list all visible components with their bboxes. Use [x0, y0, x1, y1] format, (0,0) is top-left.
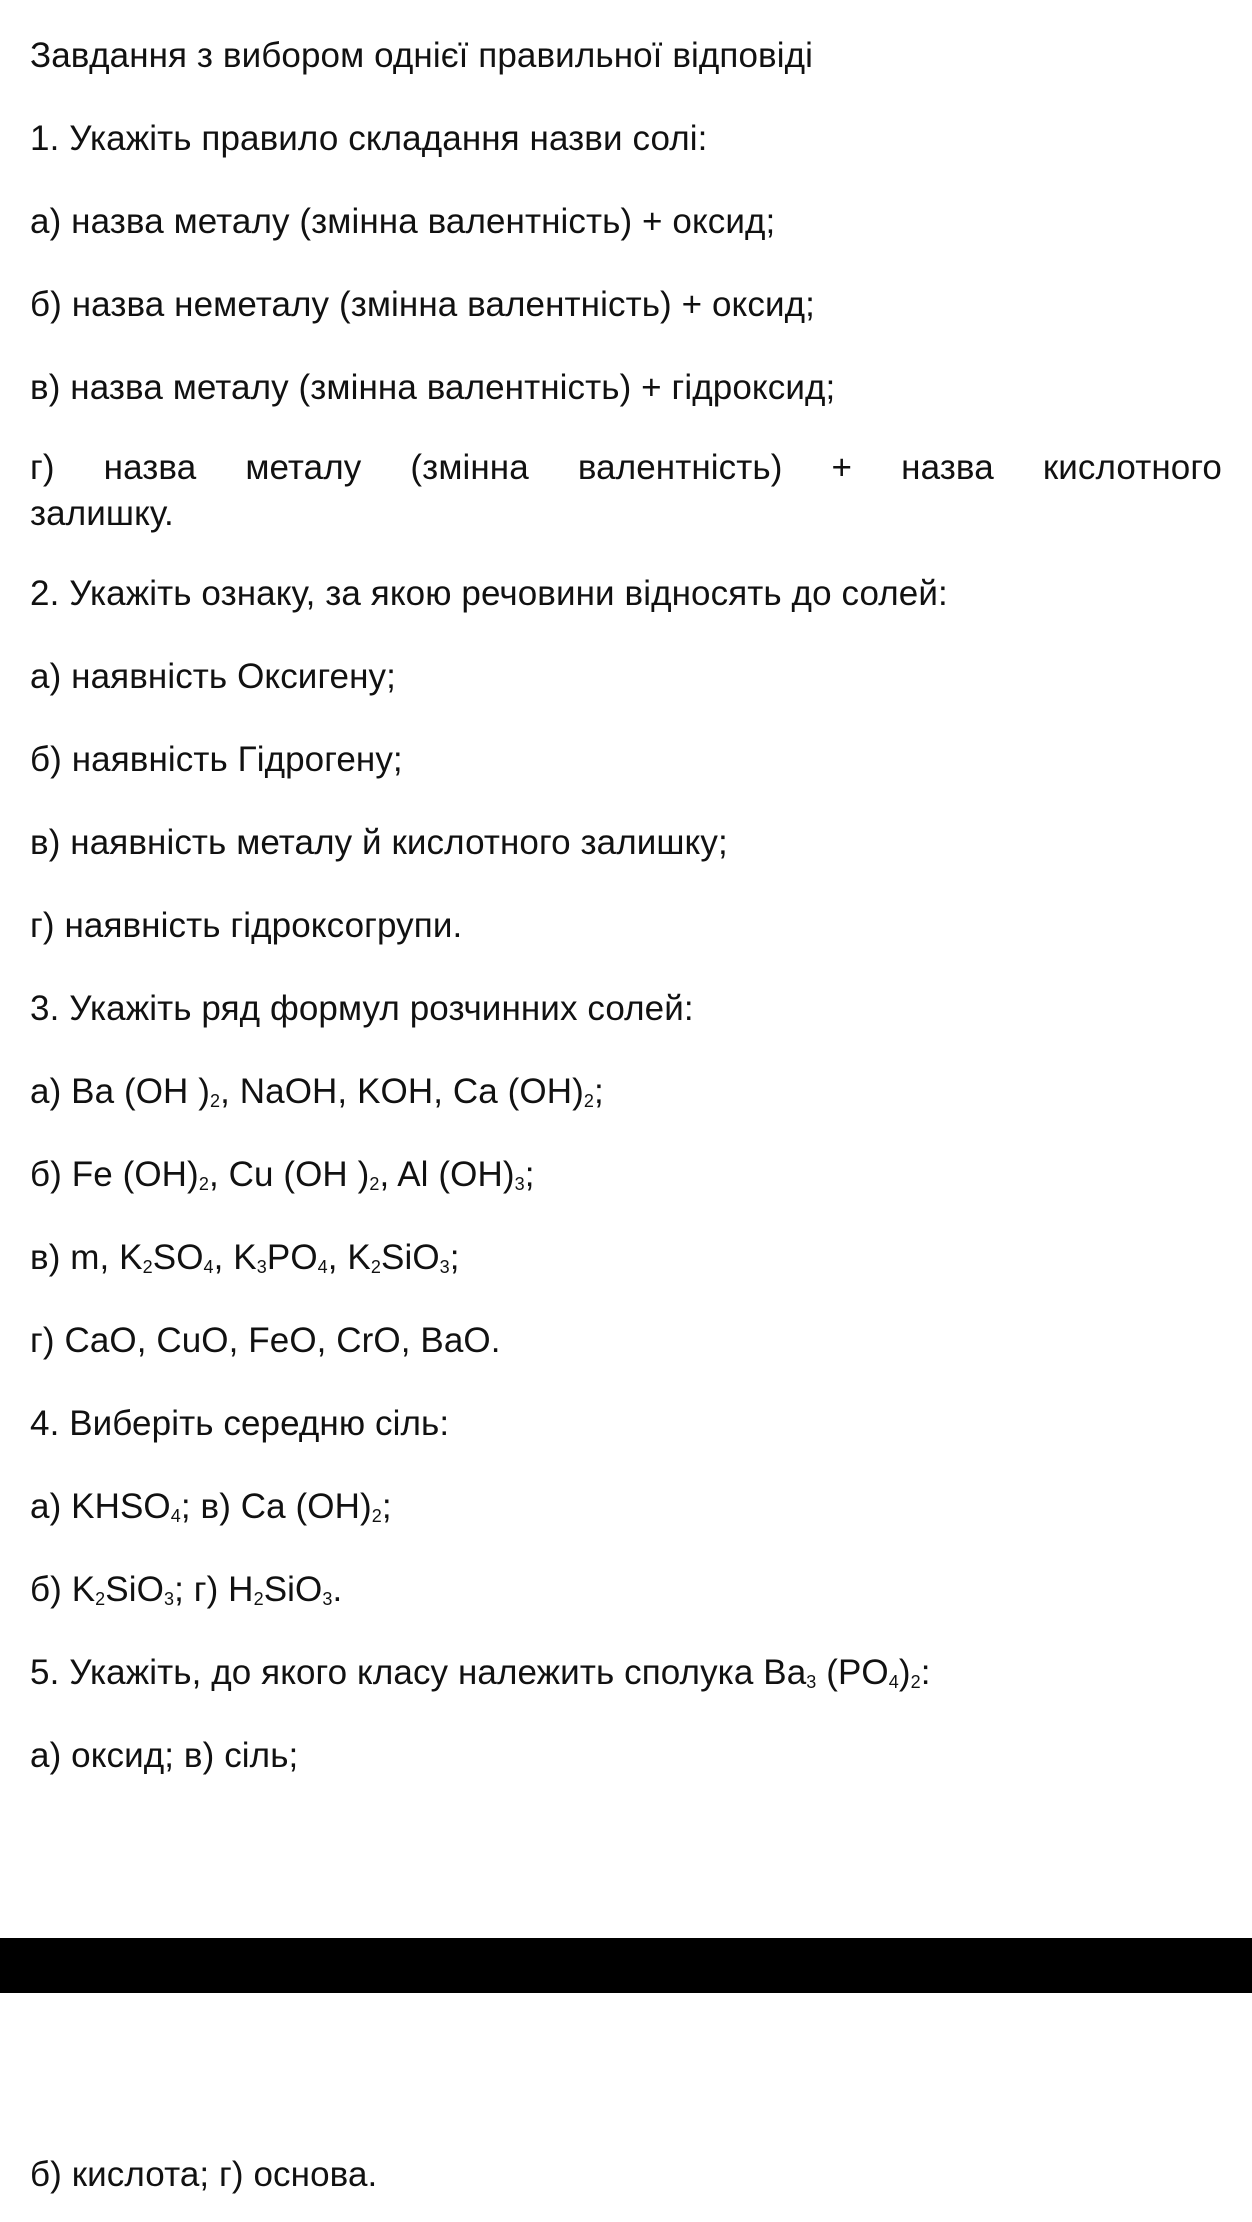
- question-5-text: 5. Укажіть, до якого класу належить сполука $Ba_3$ $(PO_4)_2$:: [30, 1653, 931, 1692]
- question-1-text: 1. Укажіть правило складання назви солі:: [30, 119, 708, 158]
- question-1-option-b: б) назва неметалу (змінна валентність) + оксид;: [30, 285, 815, 324]
- question-1-option-g-continued: залишку.: [30, 494, 174, 533]
- question-4-text: 4. Виберіть середню сіль:: [30, 1404, 450, 1443]
- question-4-options-b-g: б) $K_2SiO_3$; г) $H_2SiO_3$.: [30, 1570, 343, 1609]
- question-3-text: 3. Укажіть ряд формул розчинних солей:: [30, 989, 694, 1028]
- question-3-option-a: а) Ba (OH )$_2$, NaOH, KOH, Ca $(OH)_2$;: [30, 1072, 604, 1111]
- question-5-options-a-v: а) оксид; в) сіль;: [30, 1736, 299, 1775]
- question-3-option-v: в) m, $K_2SO_4$, $K_3PO_4$, $K_2SiO_3$;: [30, 1238, 460, 1277]
- question-4-options-a-v: а) $KHSO_4$; в) Ca $(OH)_2$;: [30, 1487, 392, 1526]
- question-3-option-b: б) Fe $(OH)_2$, Cu (OH )$_2$, Al $(OH)_3$;: [30, 1155, 535, 1194]
- question-1-option-g: г) назва металу (змінна валентність) + назва кислотного: [30, 448, 1222, 487]
- question-2-text: 2. Укажіть ознаку, за якою речовини відносять до солей:: [30, 574, 948, 613]
- question-5-options-b-g: б) кислота; г) основа.: [30, 2155, 378, 2194]
- black-redaction-bar: [0, 1938, 1252, 1993]
- question-2-option-a: а) наявність Оксигену;: [30, 657, 396, 696]
- page-heading: Завдання з вибором однієї правильної відповіді: [30, 36, 814, 75]
- question-1-option-v: в) назва металу (змінна валентність) + гідроксид;: [30, 368, 836, 407]
- question-2-option-v: в) наявність металу й кислотного залишку;: [30, 823, 728, 862]
- question-2-option-b: б) наявність Гідрогену;: [30, 740, 403, 779]
- question-1-option-a: а) назва металу (змінна валентність) + оксид;: [30, 202, 776, 241]
- question-2-option-g: г) наявність гідроксогрупи.: [30, 906, 463, 945]
- question-3-option-g: г) CaO, CuO, FeO, CrO, BaO.: [30, 1321, 501, 1360]
